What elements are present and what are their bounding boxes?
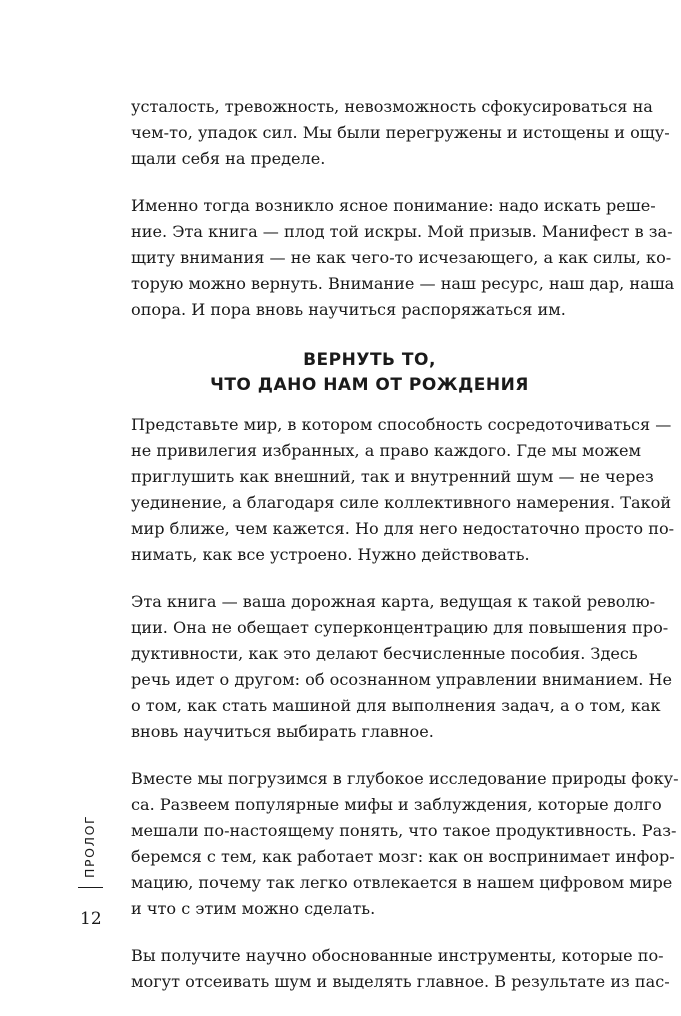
text-line: нимать, как все устроено. Нужно действовать. — [131, 545, 530, 564]
text-line: Эта книга — ваша дорожная карта, ведущая к такой револю- — [131, 592, 656, 611]
text-line: вновь научиться выбирать главное. — [131, 722, 434, 741]
running-head — [80, 814, 102, 880]
text-block-top — [131, 94, 675, 323]
text-line: уединение, а благодаря силе коллективного намерения. Такой — [131, 493, 672, 512]
text-line: речь идет о другом: об осознанном управлении вниманием. Не — [131, 670, 673, 689]
text-line: могут отсеивать шум и выделять главное. В результате из пас- — [131, 972, 670, 991]
text-line: мир ближе, чем кажется. Но для него недостаточно просто по- — [131, 519, 675, 538]
text-line: мешали по-настоящему понять, что такое продуктивность. Раз- — [131, 821, 677, 840]
text-line: ние. Эта книга — плод той искры. Мой призыв. Манифест в за- — [131, 222, 673, 241]
text-line: беремся с тем, как работает мозг: как он воспринимает инфор- — [131, 847, 675, 866]
paragraph — [131, 943, 670, 995]
text-line: чем-то, упадок сил. Мы были перегружены и истощены и ощу- — [131, 123, 670, 142]
section-heading — [131, 348, 608, 398]
section-heading-line-2: ЧТО ДАНО НАМ ОТ РОЖДЕНИЯ — [210, 375, 529, 395]
text-line: Вместе мы погрузимся в глубокое исследование природы фоку- — [131, 769, 679, 788]
text-line: дуктивности, как это делают бесчисленные пособия. Здесь — [131, 644, 638, 663]
page-body — [131, 94, 679, 1016]
paragraph — [131, 193, 675, 323]
section-heading-line-1: ВЕРНУТЬ ТО, — [303, 350, 436, 370]
text-line: са. Развеем популярные мифы и заблуждения, которые долго — [131, 795, 662, 814]
paragraph — [131, 589, 673, 745]
text-line: торую можно вернуть. Внимание — наш ресурс, наш дар, наша — [131, 274, 675, 293]
text-block-bottom — [131, 412, 679, 995]
text-line: мацию, почему так легко отвлекается в нашем цифровом мире — [131, 873, 673, 892]
paragraph — [131, 94, 670, 172]
text-line: приглушить как внешний, так и внутренний шум — не через — [131, 467, 654, 486]
text-line: усталость, тревожность, невозможность сфокусироваться на — [131, 97, 653, 116]
text-line: и что с этим можно сделать. — [131, 899, 376, 918]
text-line: Представьте мир, в котором способность сосредоточиваться — — [131, 415, 672, 434]
page-number: 12 — [80, 909, 102, 929]
text-line: Вы получите научно обоснованные инструменты, которые по- — [131, 946, 664, 965]
text-line: опора. И пора вновь научиться распоряжаться им. — [131, 300, 566, 319]
text-line: о том, как стать машиной для выполнения задач, а о том, как — [131, 696, 661, 715]
text-line: щали себя на пределе. — [131, 149, 326, 168]
folio-rule — [78, 887, 103, 888]
paragraph — [131, 412, 675, 568]
text-line: не привилегия избранных, а право каждого. Где мы можем — [131, 441, 642, 460]
text-line: щиту внимания — не как чего-то исчезающего, а как силы, ко- — [131, 248, 672, 267]
running-head-label: ПРОЛОГ — [82, 814, 97, 878]
text-line: Именно тогда возникло ясное понимание: надо искать реше- — [131, 196, 656, 215]
paragraph — [131, 766, 679, 922]
text-line: ции. Она не обещает суперконцентрацию для повышения про- — [131, 618, 669, 637]
